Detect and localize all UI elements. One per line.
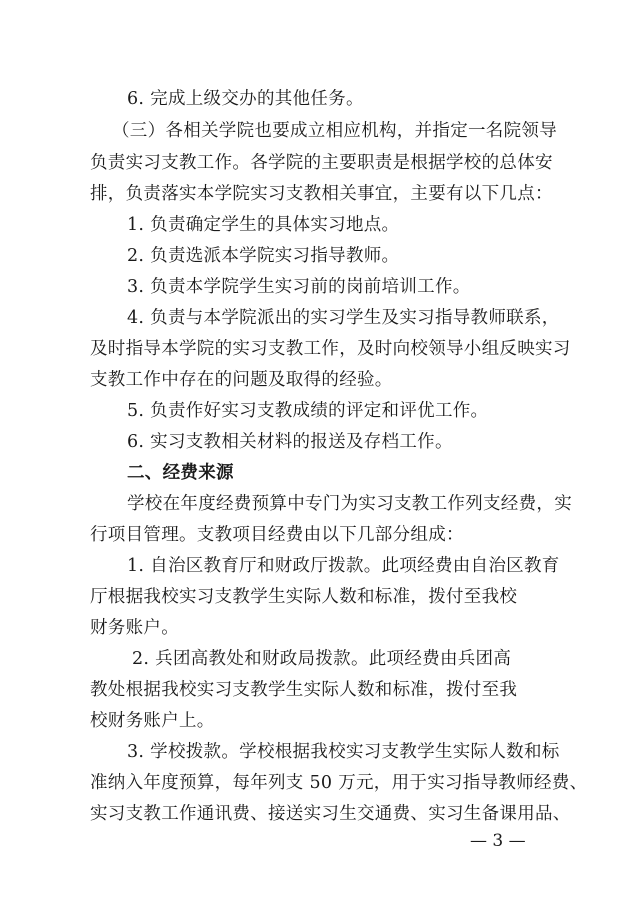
text-line-duty-3: 3. 负责本学院学生实习前的岗前培训工作。 <box>127 277 471 297</box>
text-line-funding-3-cont-2: 实习支教工作通讯费、接送实习生交通费、实习生备课用品、 <box>90 804 571 824</box>
text-line-duty-6: 6. 实习支教相关材料的报送及存档工作。 <box>127 432 453 452</box>
text-line-duty-4: 4. 负责与本学院派出的实习学生及实习指导教师联系， <box>127 308 560 328</box>
text-line-section-3-intro: （三）各相关学院也要成立相应机构，并指定一名院领导 <box>112 121 557 141</box>
text-line-funding-intro: 学校在年度经费预算中专门为实习支教工作列支经费，实 <box>127 494 572 514</box>
page-number: — 3 — <box>470 831 526 851</box>
text-line-funding-intro-cont: 行项目管理。支教项目经费由以下几部分组成： <box>90 525 464 545</box>
text-line-funding-1-cont-2: 财务账户。 <box>90 618 179 638</box>
text-line-funding-3-cont-1: 准纳入年度预算，每年列支 50 万元，用于实习指导教师经费、 <box>90 773 588 793</box>
text-line-funding-2-cont-2: 校财务账户上。 <box>90 711 215 731</box>
text-line-section-3-cont-1: 负责实习支教工作。各学院的主要职责是根据学校的总体安 <box>90 153 553 173</box>
text-line-funding-2: 2. 兵团高教处和财政局拨款。此项经费由兵团高 <box>132 649 512 669</box>
text-line-funding-3: 3. 学校拨款。学校根据我校实习支教学生实际人数和标 <box>127 742 560 762</box>
text-line-funding-1-cont-1: 厅根据我校实习支教学生实际人数和标准，拨付至我校 <box>90 587 518 607</box>
text-line-funding-1: 1. 自治区教育厅和财政厅拨款。此项经费由自治区教育 <box>127 556 560 576</box>
text-line-duty-4-cont-2: 支教工作中存在的问题及取得的经验。 <box>90 370 393 390</box>
text-line-duty-5: 5. 负责作好实习支教成绩的评定和评优工作。 <box>127 401 489 421</box>
text-line-task-6: 6. 完成上级交办的其他任务。 <box>127 89 364 109</box>
section-heading-funding: 二、经费来源 <box>127 463 234 483</box>
text-line-duty-4-cont-1: 及时指导本学院的实习支教工作，及时向校领导小组反映实习 <box>90 339 571 359</box>
text-line-duty-2: 2. 负责选派本学院实习指导教师。 <box>127 246 400 266</box>
text-line-duty-1: 1. 负责确定学生的具体实习地点。 <box>127 215 400 235</box>
text-line-section-3-cont-2: 排，负责落实本学院实习支教相关事宜，主要有以下几点： <box>90 184 553 204</box>
text-line-funding-2-cont-1: 教处根据我校实习支教学生实际人数和标准，拨付至我 <box>90 680 518 700</box>
